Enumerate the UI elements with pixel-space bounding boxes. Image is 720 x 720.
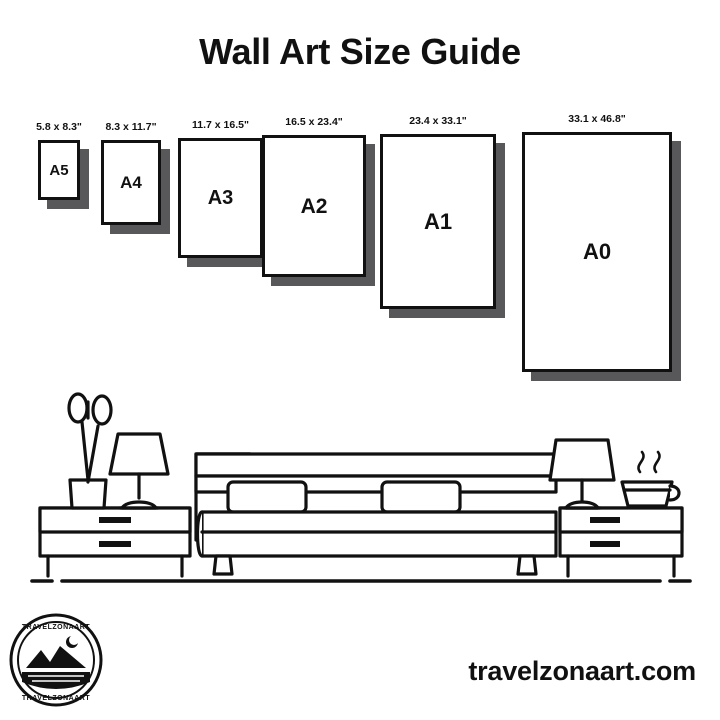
frame-a4[interactable]: [101, 140, 161, 225]
bed: [196, 454, 556, 574]
frame-box-a4: [101, 140, 161, 225]
page-title: Wall Art Size Guide: [199, 31, 521, 72]
frame-a3[interactable]: [178, 138, 263, 258]
frame-a1[interactable]: [380, 134, 496, 309]
website-url[interactable]: travelzonaart.com: [468, 656, 696, 686]
bedroom-scene: [0, 360, 720, 610]
frame-dimensions-a5: 5.8 x 8.3": [36, 121, 82, 133]
left-table-lamp: [110, 434, 168, 508]
frame-label-a2: A2: [300, 194, 328, 218]
right-table-lamp: [550, 440, 614, 508]
frame-a0[interactable]: [522, 132, 672, 372]
frame-label-a5: A5: [49, 161, 69, 179]
frame-label-a0: A0: [582, 239, 612, 264]
right-nightstand: [560, 508, 682, 576]
brand-logo[interactable]: [8, 612, 104, 708]
logo-text-top: TRAVELZONAART: [21, 624, 91, 631]
logo-text-bottom: TRAVELZONAART: [21, 695, 91, 702]
vase-with-flowers: [69, 394, 111, 508]
frame-box-a2: [262, 135, 366, 277]
frame-dimensions-a3: 11.7 x 16.5": [192, 119, 249, 131]
frame-box-a5: [38, 140, 80, 200]
frame-label-a4: A4: [120, 173, 142, 192]
frame-dimensions-a2: 16.5 x 23.4": [285, 116, 343, 128]
frame-box-a1: [380, 134, 496, 309]
frame-label-a3: A3: [207, 187, 234, 209]
frame-dimensions-a0: 33.1 x 46.8": [568, 113, 626, 125]
frame-a2[interactable]: [262, 135, 366, 277]
frame-box-a0: [522, 132, 672, 372]
frame-label-a1: A1: [423, 208, 453, 234]
coffee-cup: [622, 452, 679, 506]
frame-a5[interactable]: [38, 140, 80, 200]
left-nightstand: [40, 508, 190, 576]
frame-dimensions-a1: 23.4 x 33.1": [409, 115, 467, 127]
frame-dimensions-a4: 8.3 x 11.7": [105, 121, 157, 133]
frame-box-a3: [178, 138, 263, 258]
